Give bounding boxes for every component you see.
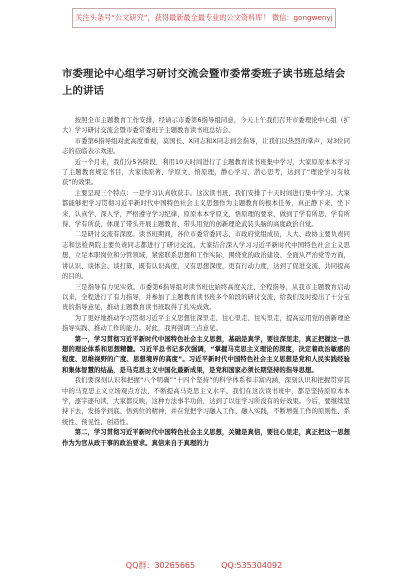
paragraph-section-two: 第二，学习贯彻习近平新时代中国特色社会主义思想，关键是真信，要往心里走，真正把这一思想作为为官从政干事的政治要求。真信来自于真理的力: [62, 429, 350, 447]
paragraph: 近一个月来，我们分5各阶段，利用10天时间进行了主题教育读书班集中学习，大家原原本本学习了主题教育规定书目，大家读原著、学原文、悟原理，静心学习、潜心思考，达到了“理论学习有收获”的效果。: [62, 158, 350, 187]
document-body: [62, 116, 350, 449]
paragraph: 二是研讨交流有深度。读书班期间，各位市委常委同志，市政府党组成员，人大、政协主要负责同志和法检两院主要负责同志都进行了研讨交流。大家结合深入学习习近平新时代中国特色社会主义思想，立足本职岗位和分管领域，紧密联系思想和工作实际，围绕党的政治建设、全面从严治党等方面，讲认识、谈体会、谈打算，既有认识高度，又有思想深度，更有行动力度，达到了促进交流、共同提高的目的。: [62, 231, 350, 281]
promo-banner: 关注头条号“公文研究”，获得最新最全最专业的公文资料库！ 微信：gongwenyj: [72, 8, 336, 28]
paragraph: 三是指导有力见实效。市委第6指导组对读书班也始终高度关注、全程指导，从我市主题教育启动以来，全程进行了有力指导，并参加了主题教育读书班多个阶段的研讨交流，给我们及时提出了十分宝贵的指导意见，推动主题教育读书班取得了扎实成效。: [62, 283, 350, 312]
paragraph: 市委第6指导组对此高度重视，莫国长、X同志和X同志到会指导，让我们以热烈的掌声，对3位同志的莅临表示欢迎。: [62, 137, 350, 156]
document-title: 市委理论中心组学习研讨交流会暨市委常委班子读书班总结会上的讲话: [62, 68, 346, 97]
paragraph: 为了更好地推动学习贯彻习近平主义思想往深里走、往心里走、往实里走，提高运用党的创新理论指导实践、推动工作的能力。对此，我再强调三点意见。: [62, 314, 350, 333]
paragraph: 我们要深刻认识和把握“八个明确”“十四个坚持”的科学体系和丰富内涵，深刻认识和把握贯穿其中的马克思主义立场观点方法，不断提高马克思主义水平。我们在这次读书班中，都是坚持原原本本学，逐字逐句读，大家都反映，这种方法事半功倍，达到了以往学习所没有的好效果。今后，要继续坚持下去，发扬学到底、悟到位的精神，并在党把学习融入工作、融入实践，不断增强工作的原则性、系统性、预见性、创造性。: [62, 377, 350, 426]
paragraph: 按照全市主题教育工作安排，经请示市委第6指导组同意，今天上午我们召开市委理论中心组（扩大）学习研讨交流会暨市委常委班子主题教育读书班总结会。: [62, 117, 350, 135]
paragraph-section-one: 第一，学习贯彻习近平新时代中国特色社会主义思想，基础是真学，要往深里走，真正把握这一思想的理论体系和思想精髓。习近平总书记多次强调，“掌握马克思主义理论的深度，决定着政治敏感的程度、思维视野的广度、思想境界的高度”。习近平新时代中国特色社会主义思想是党和人民实践经验和集体智慧的结晶，是马克思主义中国化最新成果，是党和国家必须长期坚持的指导思想。: [62, 335, 350, 374]
footer-qq: QQ:535304092: [221, 561, 283, 570]
paragraph: 主要呈现三个特点：一是学习认真收获丰。这次读书班，我们安排了十天时间进行集中学习。大家都能够把学习贯彻习近平新时代中国特色社会主义思想作为主题教育的根本任务，真正静下来、坐下来，认真学、深入学，严格遵守学习纪律，原原本本学原文、悟原理的要求，做到了学有所思、学有所得、学有所获，体现了带头开展主题教育、带头用党的创新理论武装头脑的高度政治自觉。: [62, 189, 350, 229]
footer-qq-group: QQ群：30265665: [125, 561, 196, 570]
page-footer: [0, 560, 408, 572]
